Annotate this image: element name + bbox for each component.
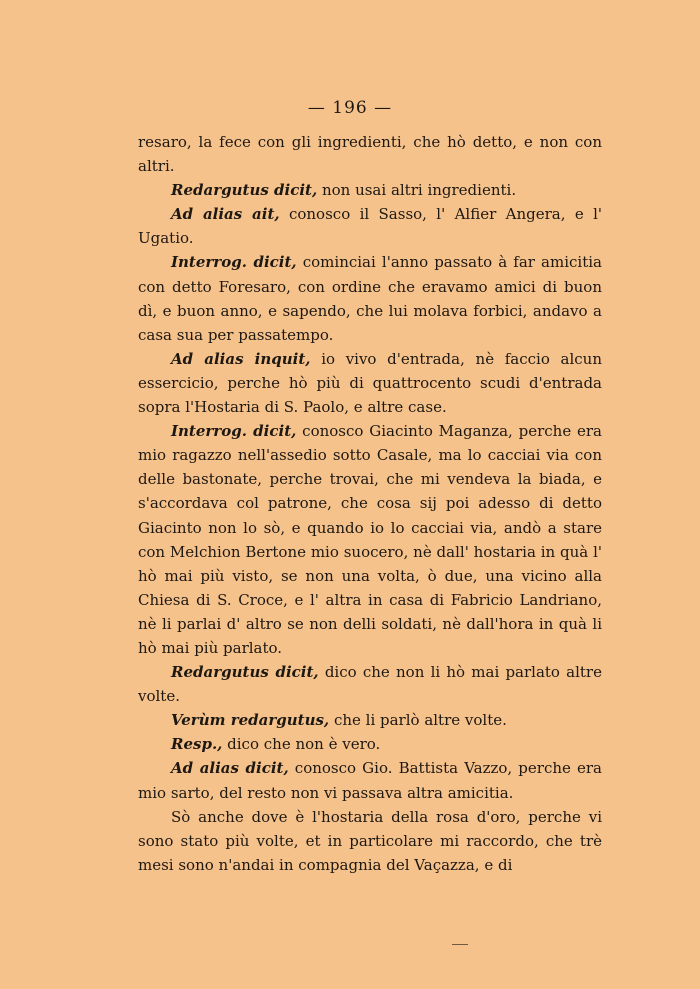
paragraph-lead: Ad alias inquit, xyxy=(171,349,311,368)
paragraph-text: conosco il Sasso, l' Alfier Angera, e l' Ugatio. xyxy=(138,205,602,248)
paragraph xyxy=(138,130,602,178)
paragraph-lead: Interrog. dicit, xyxy=(171,422,297,441)
paragraph xyxy=(138,178,602,202)
paragraph-text: non usai altri ingredienti. xyxy=(317,181,517,200)
paragraph-text: cominciai l'anno passato à far amicitia con detto Foresaro, con ordine che eravamo amici di buon dì, e buon anno, e sapendo, che lui molava forbici, andavo a casa sua per passatempo. xyxy=(138,253,602,344)
page-number: — 196 — xyxy=(307,98,393,118)
paragraph-text: Sò anche dove è l'hostaria della rosa d'oro, perche vi sono stato più volte, et in particolare mi raccordo, che trè mesi sono n'andai in compagnia del Vaçazza, e di xyxy=(138,807,602,874)
paragraph xyxy=(138,250,602,346)
paragraph xyxy=(138,202,602,250)
bottom-dash-mark xyxy=(452,944,468,945)
paragraph-text: conosco Gio. Battista Vazzo, perche era mio sarto, del resto non vi passava altra amicitia. xyxy=(138,759,602,802)
paragraph-lead: Ad alias dicit, xyxy=(171,759,289,778)
paragraph xyxy=(138,732,602,756)
paragraph-text: resaro, la fece con gli ingredienti, che hò detto, e non con altri. xyxy=(138,133,602,176)
paragraph xyxy=(138,708,602,732)
paragraph-lead: Redargutus dicit, xyxy=(171,663,319,682)
paragraph-lead: Resp., xyxy=(171,735,223,754)
paragraph-lead: Redargutus dicit, xyxy=(171,181,318,200)
paragraph xyxy=(138,756,602,804)
paragraph-lead: Verùm redargutus, xyxy=(171,711,330,730)
paragraph xyxy=(138,347,602,419)
paragraph-text: che li parlò altre volte. xyxy=(329,711,507,730)
paragraph-lead: Interrog. dicit, xyxy=(171,253,297,272)
paragraph-text: io vivo d'entrada, nè faccio alcun essercicio, perche hò più di quattrocento scudi d'entrada sopra l'Hostaria di S. Paolo, e altre case. xyxy=(138,349,602,417)
paragraph-text: dico che non è vero. xyxy=(222,735,381,754)
paragraph-text: dico che non li hò mai parlato altre volte. xyxy=(138,663,602,706)
paragraph xyxy=(138,805,602,877)
paragraph xyxy=(138,419,602,660)
paragraph-text: conosco Giacinto Maganza, perche era mio ragazzo nell'assedio sotto Casale, ma lo cacciai via con delle bastonate, perche trovai, che mi vendeva la biada, e s'accordava col patrone, che cosa sij poi adesso di detto Giacinto non lo sò, e quando io lo cacciai via, andò a stare con Melchion Bertone mio suocero, nè dall' hostaria in quà l' hò mai più visto, se non una volta, ò due, una vicino alla Chiesa di S. Croce, e l' altra in casa di Fabricio Landriano, nè li parlai d' altro se non delli soldati, nè dall'hora in quà li hò mai più parlato. xyxy=(138,422,602,657)
paragraph-lead: Ad alias ait, xyxy=(171,205,280,224)
body-text xyxy=(138,130,602,877)
paragraph xyxy=(138,660,602,708)
